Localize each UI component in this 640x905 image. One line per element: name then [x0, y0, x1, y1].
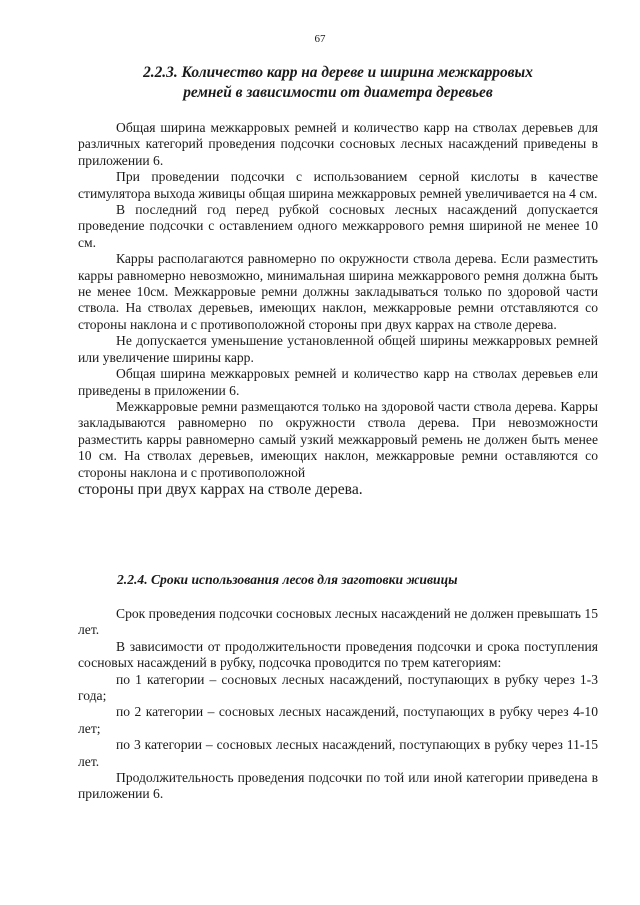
page-number: 67	[314, 33, 326, 45]
list-item: по 3 категории – сосновых лесных насаждений, поступающих в рубку через 11-15 лет.	[78, 737, 598, 769]
paragraph: Межкарровые ремни размещаются только на здоровой части ствола дерева. Карры закладываются равномерно по окружности ствола дерева. При невозможности разместить карры равномерно самый узкий межкарровый ремень не должен быть менее 10 см. На стволах деревьев, имеющих наклон, межкарровые ремни оставляются со стороны наклона и с противоположной	[78, 398, 598, 480]
paragraph: В последний год перед рубкой сосновых лесных насаждений допускается проведение подсочки с оставлением одного межкаррового ремня шириной не менее 10 см.	[78, 202, 598, 250]
paragraph: В зависимости от продолжительности проведения подсочки и срока поступления сосновых насаждений в рубку, подсочка проводится по трем категориям:	[78, 638, 598, 671]
section-heading-2-2-4: 2.2.4. Сроки использования лесов для заготовки живицы	[117, 572, 458, 587]
paragraph: Срок проведения подсочки сосновых лесных насаждений не должен превышать 15 лет.	[78, 606, 598, 638]
paragraph-continuation: стороны при двух каррах на стволе дерева.	[78, 480, 363, 498]
heading-line: 2.2.3. Количество карр на дереве и ширина межкарровых	[143, 64, 533, 81]
section-heading-2-2-3	[78, 63, 598, 103]
paragraph: Общая ширина межкарровых ремней и количество карр на стволах деревьев ели приведены в приложении 6.	[78, 366, 598, 398]
section-body-2-2-4	[78, 606, 598, 803]
section-body-2-2-3	[78, 120, 598, 499]
heading-line: ремней в зависимости от диаметра деревьев	[183, 84, 493, 101]
paragraph: Не допускается уменьшение установленной общей ширины межкарровых ремней или увеличение ширины карр.	[78, 333, 598, 365]
paragraph: При проведении подсочки с использованием серной кислоты в качестве стимулятора выхода живицы общая ширина межкарровых ремней увеличивается на 4 см.	[78, 169, 598, 201]
paragraph: Общая ширина межкарровых ремней и количество карр на стволах деревьев для различных категорий проведения подсочки сосновых лесных насаждений приведены в приложении 6.	[78, 120, 598, 168]
list-item: по 1 категории – сосновых лесных насаждений, поступающих в рубку через 1-3 года;	[78, 671, 598, 704]
paragraph: Продолжительность проведения подсочки по той или иной категории приведена в приложении 6.	[78, 770, 598, 802]
list-item: по 2 категории – сосновых лесных насаждений, поступающих в рубку через 4-10 лет;	[78, 704, 598, 736]
paragraph: Карры располагаются равномерно по окружности ствола дерева. Если разместить карры равномерно невозможно, минимальная ширина межкаррового ремня должна быть не менее 10см. Межкарровые ремни должны закладываться только по здоровой части ствола. На стволах деревьев, имеющих наклон, межкарровые ремни отставляются со стороны наклона и с противоположной стороны при двух каррах на стволе дерева.	[78, 251, 598, 332]
